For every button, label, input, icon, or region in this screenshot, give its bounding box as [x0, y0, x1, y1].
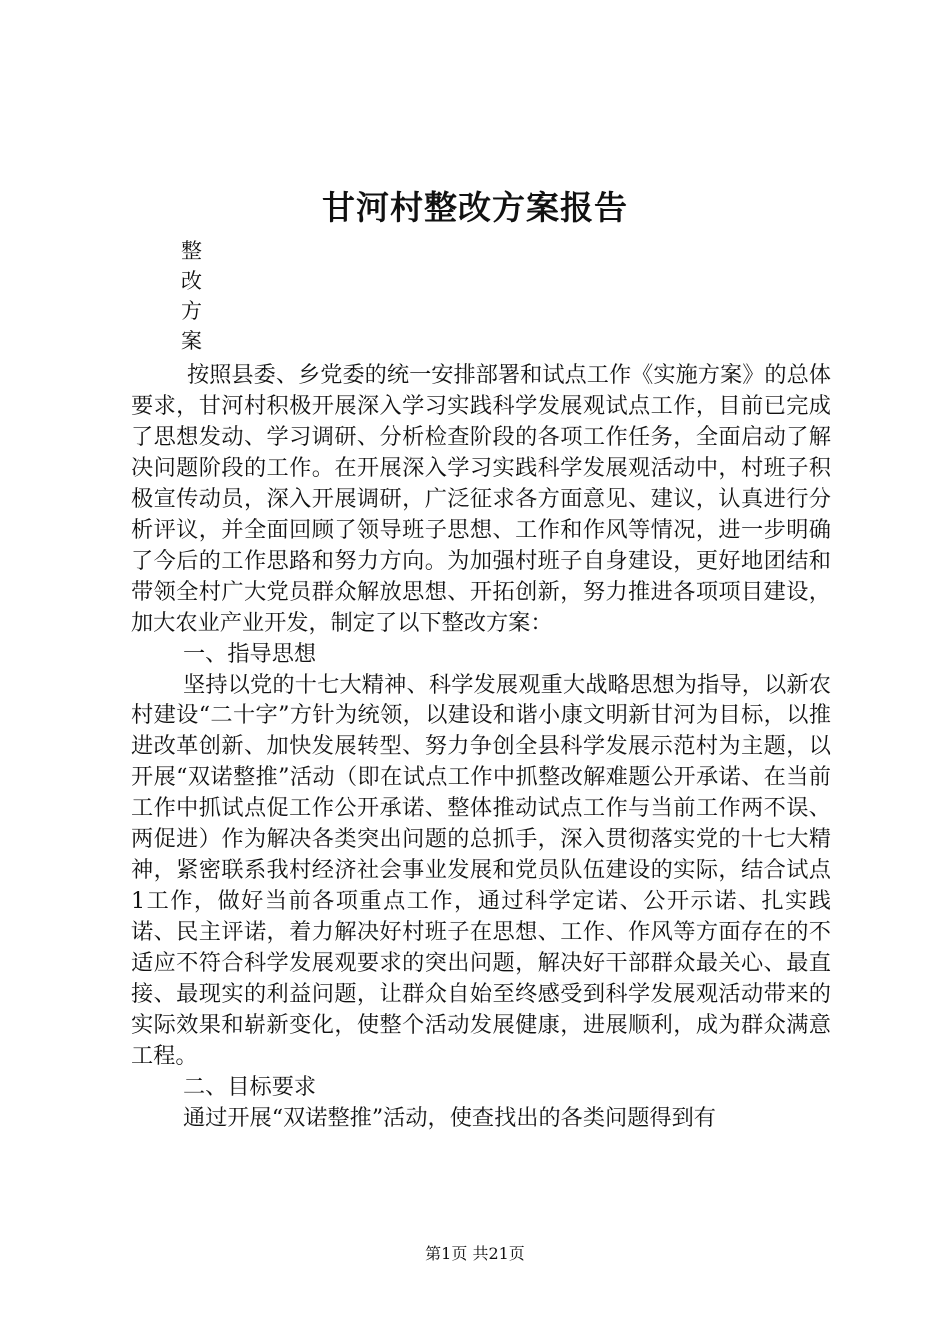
vertical-heading-char: 改 — [181, 269, 202, 293]
page-footer: 第1页 共21页 — [425, 1244, 525, 1263]
section-heading: 一、指导思想 — [183, 640, 317, 667]
vertical-heading-char: 整 — [181, 239, 202, 263]
body-paragraph: 按照县委、乡党委的统一安排部署和试点工作《实施方案》的总体要求，甘河村积极开展深入学习实践科学发展观试点工作，目前已完成了思想发动、学习调研、分析检查阶段的各项工作任务，全面启动了解决问题阶段的工作。在开展深入学习实践科学发展观活动中，村班子积极宣传动员，深入开展调研，广泛征求各方面意见、建议，认真进行分析评议，并全面回顾了领导班子思想、工作和作风等情况，进一步明确了今后的工作思路和努力方向。为加强村班子自身建设，更好地团结和带领全村广大党员群众解放思想、开拓创新，努力推进各项项目建设，加大农业产业开发，制定了以下整改方案： — [131, 362, 831, 636]
vertical-heading-char: 方 — [181, 299, 202, 323]
body-paragraph: 坚持以党的十七大精神、科学发展观重大战略思想为指导，以新农村建设“二十字”方针为统领，以建设和谐小康文明新甘河为目标，以推进改革创新、加快发展转型、努力争创全县科学发展示范村为主题，以开展“双诺整推”活动（即在试点工作中抓整改解难题公开承诺、在当前工作中抓试点促工作公开承诺、整体推动试点工作与当前工作两不误、两促进）作为解决各类突出问题的总抓手，深入贯彻落实党的十七大精神，紧密联系我村经济社会事业发展和党员队伍建设的实际，结合试点1工作，做好当前各项重点工作，通过科学定诺、公开示诺、扎实践诺、民主评诺，着力解决好村班子在思想、工作、作风等方面存在的不适应不符合科学发展观要求的突出问题，解决好干部群众最关心、最直接、最现实的利益问题，让群众自始至终感受到科学发展观活动带来的实际效果和崭新变化，使整个活动发展健康，进展顺利，成为群众满意工程。 — [131, 671, 831, 1069]
document-title: 甘河村整改方案报告 — [322, 188, 628, 227]
document-body — [131, 360, 831, 1134]
body-paragraph: 通过开展“双诺整推”活动，使查找出的各类问题得到有 — [183, 1104, 716, 1131]
section-heading: 二、目标要求 — [183, 1073, 317, 1100]
vertical-heading-char: 案 — [181, 329, 202, 353]
